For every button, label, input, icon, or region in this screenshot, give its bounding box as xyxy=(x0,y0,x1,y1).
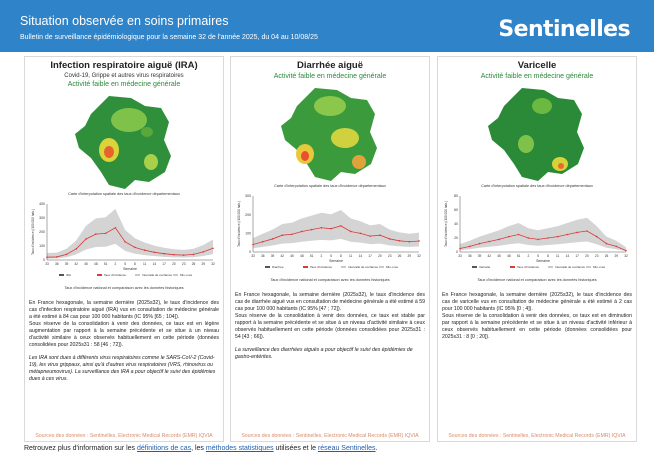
series-point xyxy=(212,247,214,249)
series-point xyxy=(606,243,608,245)
legend-label: Taux d'incidence xyxy=(310,265,333,269)
panel-title: Infection respiratoire aiguë (IRA) xyxy=(50,60,198,71)
x-axis-label: Semaine xyxy=(123,267,137,271)
legend-swatch xyxy=(586,266,591,268)
y-axis-label: Taux d'incidence (/100 000 hab.) xyxy=(444,201,448,247)
x-tick-label: 17 xyxy=(368,254,372,258)
series-point xyxy=(576,232,578,234)
x-tick-label: 8 xyxy=(546,254,549,258)
x-tick-label: 14 xyxy=(358,254,363,258)
x-tick-label: 51 xyxy=(516,254,521,258)
series-point xyxy=(321,227,323,229)
y-tick-label: 200 xyxy=(245,212,251,217)
data-source: Sources des données : Sentinelles, Electronic Medical Records (EMR) IQVIA xyxy=(241,433,419,439)
x-tick-label: 11 xyxy=(348,254,353,258)
x-tick-label: 36 xyxy=(260,254,265,258)
series-point xyxy=(389,238,391,240)
series-point xyxy=(418,240,420,242)
page-subtitle: Bulletin de surveillance épidémiologique pour la semaine 32 de l'année 2025, du 04 au 10/08/25 xyxy=(20,34,318,41)
incidence-chart xyxy=(29,198,219,286)
x-tick-label: 45 xyxy=(84,262,88,266)
legend-swatch xyxy=(303,266,308,268)
summary-paragraph: En France hexagonale, la semaine dernière (2025s32), le taux d'incidence des cas de varicelle vus en consultation de médecine générale a été estimé à 2 cas pour 100 000 habitants (IC 95% [0 ; 4]). xyxy=(442,292,632,312)
x-axis-label: Semaine xyxy=(536,259,550,263)
series-point xyxy=(528,237,530,239)
france-map xyxy=(482,84,592,184)
x-tick-label: 5 xyxy=(330,254,333,258)
series-point xyxy=(193,254,195,256)
x-tick-label: 33 xyxy=(458,254,462,258)
series-point xyxy=(115,227,117,229)
surveillance-note: La surveillance des diarrhées aiguës a pour objectif le suivi des épidémies de gastro-entérites. xyxy=(235,347,413,360)
y-tick-label: 60 xyxy=(454,208,458,213)
legend-swatch xyxy=(135,274,140,276)
summary-paragraph: En France hexagonale, la semaine dernière (2025s32), le taux d'incidence des cas de diarrhée aiguë vus en consultation de médecine générale a été estimé à 59 cas pour 100 000 habitants (IC 95% [47 ; 72]). xyxy=(235,292,425,312)
x-tick-label: 32 xyxy=(211,262,215,266)
panel-subtitle: Covid-19, Grippe et autres virus respiratoires xyxy=(64,73,184,79)
bulletin-header xyxy=(0,0,654,52)
series-point xyxy=(350,231,352,233)
y-tick-label: 20 xyxy=(454,236,458,241)
statistical-methods-link[interactable]: méthodes statistiques xyxy=(205,445,274,452)
legend-label: IRA xyxy=(66,273,72,277)
series-point xyxy=(379,234,381,236)
series-point xyxy=(518,234,520,236)
incidence-chart xyxy=(235,190,425,278)
series-point xyxy=(154,252,156,254)
x-tick-label: 17 xyxy=(162,262,166,266)
series-point xyxy=(459,248,461,250)
map-caption: Carte d'interpolation spatiale des taux d'incidence départementaux xyxy=(481,184,593,188)
x-tick-label: 32 xyxy=(417,254,421,258)
x-tick-label: 48 xyxy=(300,254,304,258)
y-tick-label: 100 xyxy=(245,231,251,236)
x-tick-label: 8 xyxy=(339,254,342,258)
series-point xyxy=(330,228,332,230)
series-point xyxy=(173,254,175,256)
series-point xyxy=(508,236,510,238)
series-point xyxy=(369,235,371,237)
panel-title: Varicelle xyxy=(517,60,557,71)
x-tick-label: 14 xyxy=(565,254,570,258)
series-point xyxy=(488,241,490,243)
x-tick-label: 20 xyxy=(172,262,176,266)
page-title: Situation observée en soins primaires xyxy=(20,14,229,28)
x-tick-label: 42 xyxy=(74,262,79,266)
x-tick-label: 48 xyxy=(94,262,98,266)
x-tick-label: 29 xyxy=(614,254,619,258)
activity-level: Activité faible en médecine générale xyxy=(480,73,594,80)
legend-swatch xyxy=(341,266,346,268)
legend-label: Intervalle de confiance xyxy=(142,273,173,277)
x-tick-label: 2 xyxy=(114,262,117,266)
historical-band xyxy=(460,218,626,252)
legend-label: Taux d'incidence xyxy=(517,265,540,269)
x-tick-label: 33 xyxy=(251,254,255,258)
summary-paragraph: Sous réserve de la consolidation à venir des données, ce taux est en diminution par rapport à la semaine précédente et se situe à un niveau d'activité inférieur à ceux observés habituellement en cette période (données consolidées pour 2025s31 : 8 [0 ; 20]). xyxy=(442,313,632,340)
x-tick-label: 51 xyxy=(103,262,108,266)
series-point xyxy=(498,239,500,241)
y-axis-label: Taux d'incidence (/100 000 hab.) xyxy=(31,209,35,255)
france-map xyxy=(275,84,385,184)
series-point xyxy=(615,246,617,248)
series-point xyxy=(134,247,136,249)
x-tick-label: 36 xyxy=(467,254,472,258)
x-axis-label: Semaine xyxy=(329,259,343,263)
panel-ira xyxy=(24,56,224,442)
x-tick-label: 26 xyxy=(397,254,402,258)
summary-paragraph: Sous réserve de la consolidation à venir des données, ce taux est en légère augmentation par rapport à la semaine précédente et se situe à un niveau d'activité similaire à ceux observés habituellement en cette période (données consolidées pour 2025s31 : 58 [46 ; 72]). xyxy=(29,321,219,348)
x-tick-label: 26 xyxy=(191,262,196,266)
series-point xyxy=(46,256,48,258)
legend-label: Min–max xyxy=(386,265,399,269)
series-point xyxy=(586,230,588,232)
series-point xyxy=(301,231,303,233)
y-tick-label: 0 xyxy=(43,258,45,263)
series-point xyxy=(66,254,68,256)
chart-caption: Taux d'incidence national et comparaison avec les données historiques xyxy=(270,278,390,282)
legend-label: Intervalle de confiance xyxy=(348,265,379,269)
series-point xyxy=(408,241,410,243)
x-tick-label: 39 xyxy=(64,262,69,266)
panel-varicelle xyxy=(437,56,637,442)
series-point xyxy=(596,236,598,238)
x-tick-label: 45 xyxy=(290,254,294,258)
legend-swatch xyxy=(379,266,384,268)
x-tick-label: 8 xyxy=(133,262,136,266)
summary-text xyxy=(25,300,223,349)
series-point xyxy=(105,233,107,235)
activity-level: Activité faible en médecine générale xyxy=(67,81,181,88)
series-point xyxy=(625,250,627,252)
y-tick-label: 0 xyxy=(249,250,251,255)
chart-caption: Taux d'incidence national et comparaison avec les données historiques xyxy=(477,278,597,282)
data-source: Sources des données : Sentinelles, Electronic Medical Records (EMR) IQVIA xyxy=(448,433,626,439)
legend-label: Min–max xyxy=(180,273,193,277)
x-tick-label: 26 xyxy=(604,254,609,258)
legend-label: Taux d'incidence xyxy=(104,273,127,277)
chart-caption: Taux d'incidence national et comparaison avec les données historiques xyxy=(64,286,184,290)
series-point xyxy=(272,238,274,240)
x-tick-label: 51 xyxy=(309,254,314,258)
panel-title: Diarrhée aiguë xyxy=(297,60,363,71)
x-tick-label: 20 xyxy=(585,254,589,258)
footer-text: utilisées et le xyxy=(273,445,318,452)
x-tick-label: 23 xyxy=(594,254,599,258)
x-tick-label: 32 xyxy=(624,254,628,258)
summary-paragraph: Sous réserve de la consolidation à venir des données, ce taux est stable par rapport à la semaine précédente et se situe à un niveau d'activité similaire à ceux observés habituellement en cette période (données consolidées pour 2025s31 : 54 [43 ; 66]). xyxy=(235,313,425,340)
series-point xyxy=(183,254,185,256)
x-tick-label: 14 xyxy=(152,262,157,266)
y-tick-label: 80 xyxy=(454,194,458,199)
summary-paragraph: En France hexagonale, la semaine dernière (2025s32), le taux d'incidence des cas d'infection respiratoire aiguë (IRA) vus en consultation de médecine générale a été estimé à 84 cas pour 100 000 habitants (IC 95% [65 ; 104]). xyxy=(29,300,219,320)
series-point xyxy=(547,237,549,239)
series-point xyxy=(163,253,165,255)
y-tick-label: 300 xyxy=(39,216,45,221)
x-tick-label: 29 xyxy=(407,254,412,258)
y-axis-label: Taux d'incidence (/100 000 hab.) xyxy=(237,201,241,247)
x-tick-label: 39 xyxy=(270,254,275,258)
series-point xyxy=(399,240,401,242)
series-point xyxy=(75,248,77,250)
y-tick-label: 300 xyxy=(245,194,251,199)
y-tick-label: 0 xyxy=(456,250,458,255)
legend-swatch xyxy=(472,266,477,268)
x-tick-label: 29 xyxy=(201,262,206,266)
series-point xyxy=(469,246,471,248)
legend-label: Varicelle xyxy=(479,265,491,269)
x-tick-label: 23 xyxy=(387,254,392,258)
x-tick-label: 45 xyxy=(497,254,501,258)
series-point xyxy=(340,225,342,227)
series-point xyxy=(311,229,313,231)
sentinelles-logo: Sentinelles xyxy=(498,17,630,42)
sentinelles-network-link[interactable]: réseau Sentinelles xyxy=(317,445,376,452)
footer-text: . xyxy=(375,445,378,452)
x-tick-label: 39 xyxy=(477,254,482,258)
map-caption: Carte d'interpolation spatiale des taux d'incidence départementaux xyxy=(274,184,386,188)
historical-band xyxy=(253,210,419,248)
france-map xyxy=(69,92,179,192)
x-tick-label: 5 xyxy=(537,254,540,258)
x-tick-label: 23 xyxy=(181,262,186,266)
legend-label: Min–max xyxy=(593,265,606,269)
legend-label: Intervalle de confiance xyxy=(555,265,586,269)
series-point xyxy=(281,234,283,236)
series-point xyxy=(252,244,254,246)
y-tick-label: 200 xyxy=(39,230,45,235)
x-tick-label: 42 xyxy=(280,254,285,258)
footer xyxy=(24,445,378,452)
series-point xyxy=(144,249,146,251)
series-point xyxy=(479,243,481,245)
legend-swatch xyxy=(173,274,178,276)
series-point xyxy=(360,233,362,235)
legend-swatch xyxy=(548,266,553,268)
x-tick-label: 2 xyxy=(320,254,323,258)
series-point xyxy=(567,234,569,236)
x-tick-label: 11 xyxy=(142,262,147,266)
footer-text: Retrouvez plus d'information sur les xyxy=(24,445,137,452)
x-tick-label: 42 xyxy=(487,254,492,258)
surveillance-note: Les IRA sont dues à différents virus respiratoires comme le SARS-CoV-2 (Covid-19), les virus grippaux, ainsi qu'à d'autres virus respiratoires (VRS, rhinovirus ou métapneumovirus). La surveillance des IRA a pour objectif le suivi des épidémies dues à ces virus. xyxy=(29,355,216,382)
legend-swatch xyxy=(510,266,515,268)
series-point xyxy=(262,241,264,243)
y-tick-label: 100 xyxy=(39,244,45,249)
x-tick-label: 11 xyxy=(555,254,560,258)
activity-level: Activité faible en médecine générale xyxy=(273,73,387,80)
x-tick-label: 36 xyxy=(54,262,59,266)
x-tick-label: 20 xyxy=(378,254,382,258)
x-tick-label: 2 xyxy=(527,254,530,258)
series-point xyxy=(202,251,204,253)
series-point xyxy=(85,238,87,240)
legend-swatch xyxy=(59,274,64,276)
case-definitions-link[interactable]: définitions de cas xyxy=(137,445,192,452)
series-point xyxy=(291,233,293,235)
y-tick-label: 40 xyxy=(454,222,458,227)
x-tick-label: 33 xyxy=(45,262,49,266)
series-point xyxy=(124,241,126,243)
series-point xyxy=(95,233,97,235)
summary-text xyxy=(438,292,636,341)
series-point xyxy=(557,236,559,238)
legend-swatch xyxy=(97,274,102,276)
panel-diarrhee xyxy=(230,56,430,442)
map-caption: Carte d'interpolation spatiale des taux d'incidence départementaux xyxy=(68,192,180,196)
y-tick-label: 400 xyxy=(39,202,45,207)
footer-text: , les xyxy=(191,445,206,452)
incidence-chart xyxy=(442,190,632,278)
data-source: Sources des données : Sentinelles, Electronic Medical Records (EMR) IQVIA xyxy=(35,433,213,439)
x-tick-label: 17 xyxy=(575,254,579,258)
series-point xyxy=(56,256,58,258)
x-tick-label: 48 xyxy=(507,254,511,258)
x-tick-label: 5 xyxy=(124,262,127,266)
legend-swatch xyxy=(265,266,270,268)
series-point xyxy=(537,239,539,241)
summary-text xyxy=(231,292,429,341)
legend-label: Diarrhée xyxy=(272,265,284,269)
